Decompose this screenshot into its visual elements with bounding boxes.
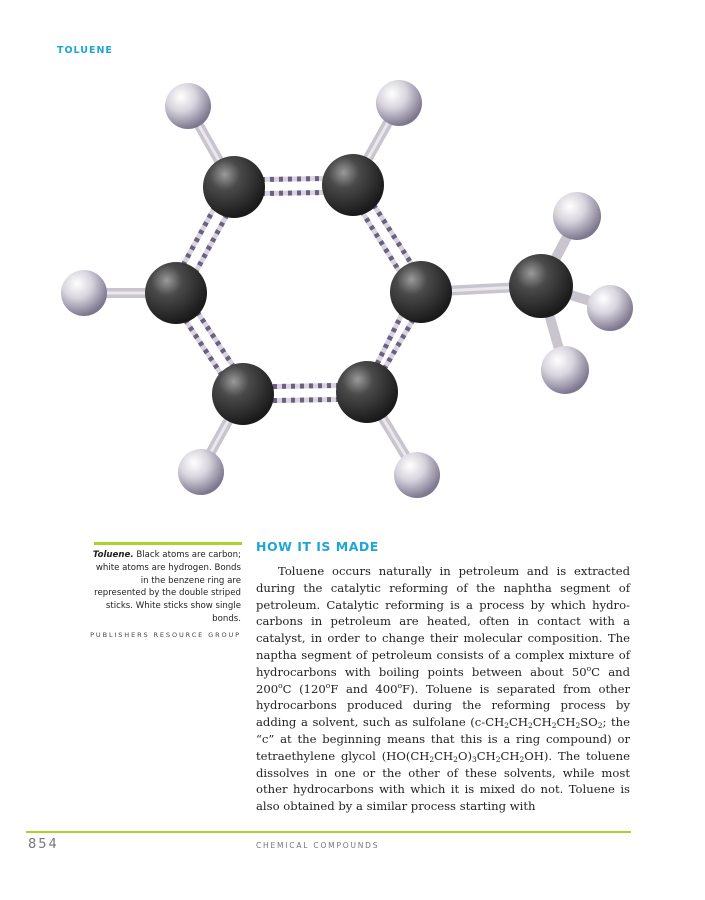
hydrogen-atom — [587, 285, 633, 331]
footer-book-title: CHEMICAL COMPOUNDS — [256, 841, 380, 850]
footer-rule — [26, 831, 631, 833]
body-paragraph: Toluene occurs naturally in petroleum and is extracted during the catalytic reforming of the naphtha segment of petroleum. Catalytic reforming is a process by which hydro-carbons in petroleum are heated, often in contact with a catalyst, in order to change their molecular composition. The naptha segment of petroleum consists of a complex mixture of hydrocarbons with boiling points between about 50$^o$C and 200$^o$C (120$^o$F and 400$^o$F). Toluene is separated from other hydrocarbons produced during the reforming process by adding a solvent, such as sulfolane ($c-CH_2CH_2CH_2CH_2SO_2$; the “c” at the beginning means that this is a ring compound) or tetraethylene glycol $(HO(CH_2CH_2O)_3CH_2CH_2OH)$. The toluene dissolves in one or the other of these solvents, while most other hydrocarbons with which it is mixed do not. Toluene is also obtained by a similar process starting with — [256, 564, 630, 814]
figure-caption — [90, 549, 241, 642]
carbon-atom — [212, 363, 274, 425]
hydrogen-atom — [376, 80, 422, 126]
ring-bonds — [170, 178, 427, 401]
running-head: TOLUENE — [57, 45, 113, 56]
page-number: 854 — [28, 837, 59, 852]
section-heading: HOW IT IS MADE — [256, 539, 379, 554]
hydrogen-atom — [553, 192, 601, 240]
hydrogen-atom — [541, 346, 589, 394]
carbon-atom — [145, 262, 207, 324]
hydrogen-atom — [165, 83, 211, 129]
carbon-atom — [509, 254, 573, 318]
carbon-atom — [390, 261, 452, 323]
carbon-atom — [322, 154, 384, 216]
hydrogen-atom — [61, 270, 107, 316]
caption-text: Black atoms are carbon; white atoms are hydrogen. Bonds in the benzene ring are represented by the double striped sticks. White sticks show single bonds. — [94, 550, 241, 624]
photo-credit: PUBLISHERS RESOURCE GROUP — [90, 630, 241, 639]
hydrogen-atom — [178, 449, 224, 495]
carbon-atom — [336, 361, 398, 423]
carbon-atom — [203, 156, 265, 218]
caption-rule — [94, 542, 242, 545]
caption-title: Toluene. — [92, 550, 134, 560]
hydrogen-atom — [394, 452, 440, 498]
